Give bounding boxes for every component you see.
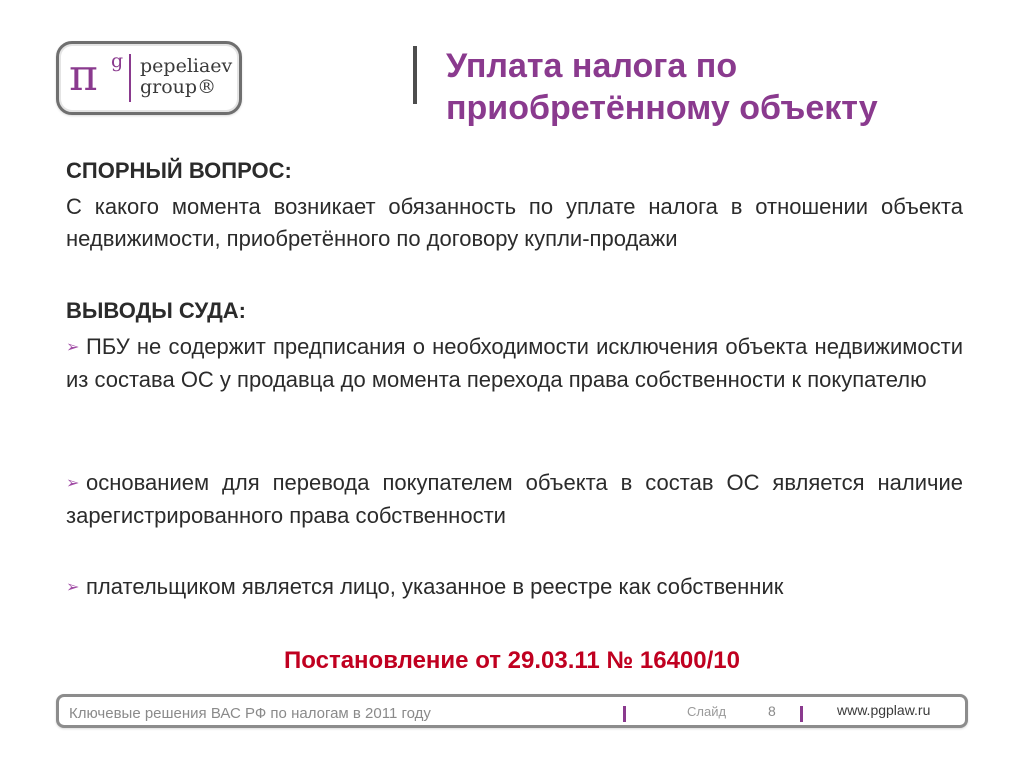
footer-separator — [800, 706, 803, 722]
title-accent-bar — [413, 46, 417, 104]
slide-footer — [56, 694, 968, 728]
footer-website-link[interactable]: www.pgplaw.ru — [837, 702, 931, 718]
dispute-text: С какого момента возникает обязанность по уплате налога в отношении объекта недвижимости, приобретённого по договору купли-продажи — [66, 194, 963, 251]
logo-name-line1: pepeliaev — [140, 55, 233, 77]
arrow-bullet-icon: ➢ — [66, 579, 80, 596]
footer-separator — [623, 706, 626, 722]
slide-title-line2: приобретённому объекту — [446, 89, 878, 127]
conclusion-item — [66, 467, 963, 532]
logo-wordmark — [140, 56, 232, 98]
arrow-bullet-icon: ➢ — [66, 475, 80, 492]
footer-caption: Ключевые решения ВАС РФ по налогам в 2011 году — [69, 705, 431, 722]
company-logo — [56, 41, 242, 115]
logo-superscript: g — [111, 50, 124, 72]
arrow-bullet-icon: ➢ — [66, 339, 80, 356]
slide-title — [446, 45, 1006, 129]
conclusion-item-text: плательщиком является лицо, указанное в реестре как собственник — [86, 574, 784, 599]
conclusion-item — [66, 571, 963, 604]
court-ruling-reference: Постановление от 29.03.11 № 16400/10 — [284, 647, 740, 674]
conclusion-item — [66, 331, 963, 396]
footer-slide-label: Слайд — [687, 704, 727, 719]
slide-title-line1: Уплата налога по — [446, 47, 738, 85]
logo-pi-symbol: π — [69, 50, 98, 101]
logo-name-line2: group® — [140, 76, 217, 98]
footer-slide-number: 8 — [768, 703, 776, 719]
logo-divider — [129, 54, 131, 102]
conclusions-heading: ВЫВОДЫ СУДА: — [66, 298, 246, 323]
conclusion-item-text: основанием для перевода покупателем объекта в состав ОС является наличие зарегистрированного права собственности — [66, 470, 963, 528]
conclusion-item-text: ПБУ не содержит предписания о необходимости исключения объекта недвижимости из состава ОС у продавца до момента перехода права собственности к покупателю — [66, 334, 963, 392]
dispute-heading: СПОРНЫЙ ВОПРОС: — [66, 158, 292, 183]
